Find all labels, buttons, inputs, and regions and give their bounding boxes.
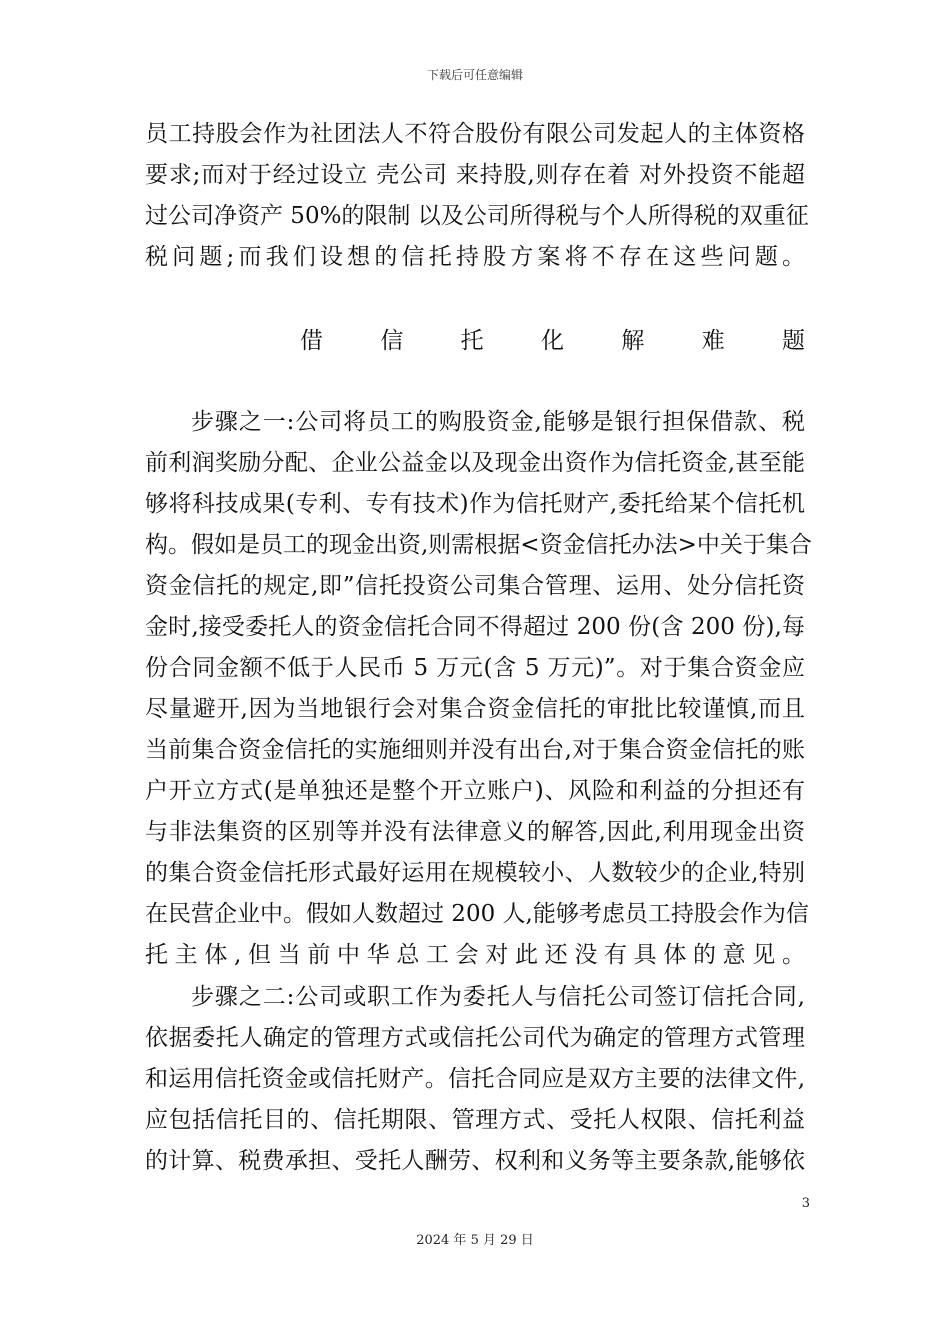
text-line: 步骤之一:公司将员工的购股资金,能够是银行担保借款、税 xyxy=(191,409,805,435)
text-line: 金时,接受委托人的资金信托合同不得超过 200 份(含 200 份),每 xyxy=(145,614,805,640)
text-line: 份合同金额不低于人民币 5 万元(含 5 万元)”。对于集合资金应 xyxy=(145,655,805,681)
text-line: 前利润奖励分配、企业公益金以及现金出资作为信托资金,甚至能 xyxy=(145,450,805,476)
text-line: 员工持股会作为社团法人不符合股份有限公司发起人的主体资格 xyxy=(145,121,805,147)
text-line: 构。假如是员工的现金出资,则需根据<资金信托办法>中关于集合 xyxy=(145,532,812,558)
text-line: 和运用信托资金或信托财产。信托合同应是双方主要的法律文件, xyxy=(145,1066,805,1092)
text-line: 步骤之二:公司或职工作为委托人与信托公司签订信托合同, xyxy=(191,984,805,1010)
text-line: 当前集合资金信托的实施细则并没有出台,对于集合资金信托的账 xyxy=(145,737,805,763)
page-number: 3 xyxy=(801,1196,810,1211)
text-line: 在民营企业中。假如人数超过 200 人,能够考虑员工持股会作为信 xyxy=(145,901,809,927)
text-line: 应包括信托目的、信托期限、管理方式、受托人权限、信托利益 xyxy=(145,1107,805,1133)
section-heading: 借信托化解难题 xyxy=(300,328,805,354)
page-header: 下载后可任意编辑 xyxy=(426,68,523,82)
text-line: 依据委托人确定的管理方式或信托公司代为确定的管理方式管理 xyxy=(145,1025,805,1051)
text-line: 够将科技成果(专利、专有技术)作为信托财产,委托给某个信托机 xyxy=(145,491,805,517)
text-line: 税问题;而我们设想的信托持股方案将不存在这些问题。 xyxy=(145,244,805,270)
text-line: 户开立方式(是单独还是整个开立账户)、风险和利益的分担还有 xyxy=(145,778,805,804)
text-line: 托主体,但当前中华总工会对此还没有具体的意见。 xyxy=(145,942,805,968)
text-line: 要求;而对于经过设立 壳公司 来持股,则存在着 对外投资不能超 xyxy=(145,162,805,188)
text-line: 过公司净资产 50%的限制 以及公司所得税与个人所得税的双重征 xyxy=(145,203,809,229)
text-line: 的集合资金信托形式最好运用在规模较小、人数较少的企业,特别 xyxy=(145,860,805,886)
page-footer-date: 2024 年 5 月 29 日 xyxy=(416,1233,534,1248)
text-line: 的计算、税费承担、受托人酬劳、权利和义务等主要条款,能够依 xyxy=(145,1148,805,1174)
text-line: 资金信托的规定,即”信托投资公司集合管理、运用、处分信托资 xyxy=(145,573,805,599)
text-line: 尽量避开,因为当地银行会对集合资金信托的审批比较谨慎,而且 xyxy=(145,696,805,722)
text-line: 与非法集资的区别等并没有法律意义的解答,因此,利用现金出资 xyxy=(145,819,805,845)
